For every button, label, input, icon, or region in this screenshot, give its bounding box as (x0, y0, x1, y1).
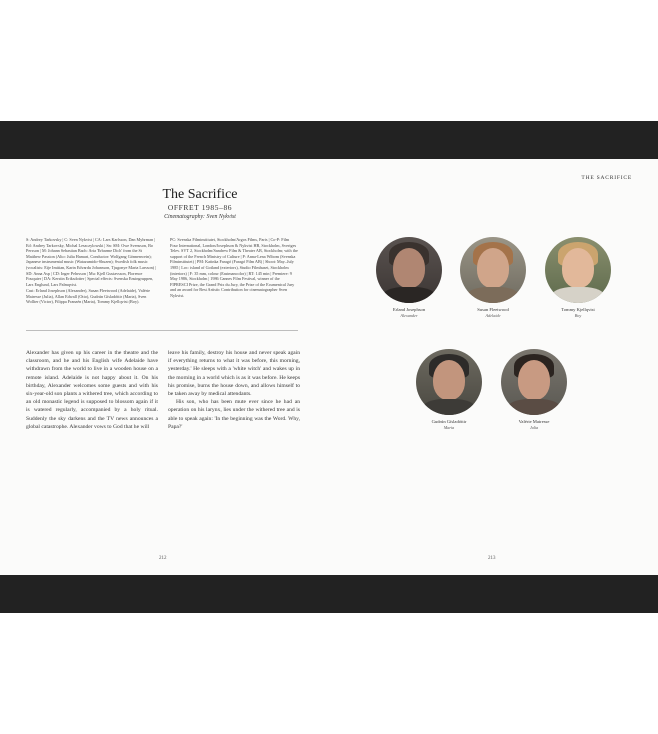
cinematography-credit: Cinematography: Sven Nykvist (164, 214, 236, 220)
synopsis-paragraph: leave his family, destroy his house and never speak again if everything returns to what it was before, this morning, yesterday.' He sleeps with a 'white witch' and wakes up in the morning in a world which is as it was before. He keeps his promise, burns the house down, and allows himself to be taken away by medical attendants. (168, 350, 300, 398)
credits-right: PC: Svenska Filminstitutet, Stockholm/Argos Films, Paris | Co-P: Film Four International, London/Josephson & Nykvist HB, Stockholm, Sveriges Telev. SVT 2, Stockholm/Sandrew Film & Theater AB, Stockholm; with the support of the French Ministry of Culture | P: Anna-Lena Wibom (Svenska Filminstitutet) | PM: Katinka Faragó (Faragó Film AB) | Shoot: May–July 1985 | Loc: island of Gotland (exteriors), Studio Filmhuset, Stockholm (interiors) | F: 35 mm, colour (Eastmancolor) | RT: 145 min | Premiere: 9 May 1986, Stockholm | 1986 Cannes Film Festival, winner of the FIPRESCI Prize, the Grand Prix du Jury, the Prize of the Ecumenical Jury and an award for Best Artistic Contribution for cinematographer Sven Nykvist. (170, 237, 298, 298)
portrait-valerie-mairesse (494, 349, 574, 431)
portrait-name: Gudrún Gísladóttir (431, 419, 467, 424)
portrait-tommy-kjellqvist (538, 237, 618, 319)
bottom-letterbox-band (0, 575, 658, 613)
portrait-name: Tommy Kjellqvist (561, 307, 595, 312)
portrait-name: Susan Fleetwood (477, 307, 509, 312)
synopsis-paragraph: His son, who has been mute ever since he had an operation on his larynx, lies under the withered tree and is able to speak again: 'In the beginning was the Word. Why, Papa?' (168, 399, 300, 430)
synopsis-column-1 (26, 349, 158, 431)
divider (26, 330, 298, 331)
cast-list: Cast: Erland Josephson (Alexander), Susan Fleetwood (Adelaide), Valérie Mairesse (Julia), Allan Edwall (Otto), Gudrún Gísladóttir (Maria), Sven Wollter (Victor), Filippa Franzén (Marta), Tommy Kjellqvist (Boy). (26, 288, 151, 305)
portrait-photo (376, 237, 442, 303)
original-title: OFFRET 1985–86 (167, 203, 233, 212)
portrait-name: Erland Josephson (392, 307, 426, 312)
portrait-photo (460, 237, 526, 303)
book-spread (0, 159, 658, 575)
top-letterbox-band (0, 121, 658, 159)
portrait-photo (416, 349, 482, 415)
portrait-role: Boy (574, 313, 582, 318)
portrait-role: Julia (529, 425, 539, 430)
credits-left: S: Andrey Tarkovsky | C: Sven Nykvist | CA: Lars Karlsson, Dan Myhrman | Ed: Andrey Tarkovsky, Michal Leszczylowski | Sn: SM: Owe Svensson, Bo Persson | M: Johann Sebastian Bach: Aria 'Erbarme Dich' from the St Matthew Passion (Alto: Julia Hamari, Conductor: Wolfgang Gönnenwein); Japanese instrumental music (Watazumido-Shuzen); Swedish folk music (vocalists: Eije Imitian, Karin Edvardu Johansson, Tjugonye Maria Larsson) | SD: Anna Asp | CD: Inger Pehrsson | Mu: Kjell Gustavsson, Florence Fouquier | DA: Kerstin Eriksdotter | Special effects: Svenska Ensingruppen, Lars Englund, Lars Palmqvist. (26, 237, 156, 287)
portrait-photo (545, 237, 611, 303)
page-number-left: 212 (159, 556, 167, 561)
film-title: The Sacrifice (162, 187, 238, 202)
synopsis-column-2 (168, 349, 300, 431)
portrait-role: Alexander (400, 313, 418, 318)
synopsis-paragraph: Alexander has given up his career in the theatre and the classroom, and he and his English wife Adelaide have withdrawn from the world to live in a wooden house on a remote island. Adelaide is not happy about it. On his birthday, Alexander welcomes some guests and with his six-year-old son plants a withered tree, which according to an old monastic legend is supposed to blossom again if it is watered regularly, accompanied by a holy ritual. Suddenly the sky darkens and the TV news announces a global catastrophe. Alexander vows to God that he will (26, 350, 158, 430)
portrait-role: Adelaide (485, 313, 501, 318)
portrait-erland-josephson (369, 237, 449, 319)
portrait-role: Maria (443, 425, 455, 430)
running-head: THE SACRIFICE (581, 175, 632, 181)
portrait-gudrun-gisladottir (409, 349, 489, 431)
portrait-name: Valérie Mairesse (518, 419, 550, 424)
portrait-photo (501, 349, 567, 415)
portrait-susan-fleetwood (453, 237, 533, 319)
page-number-right: 213 (488, 556, 496, 561)
